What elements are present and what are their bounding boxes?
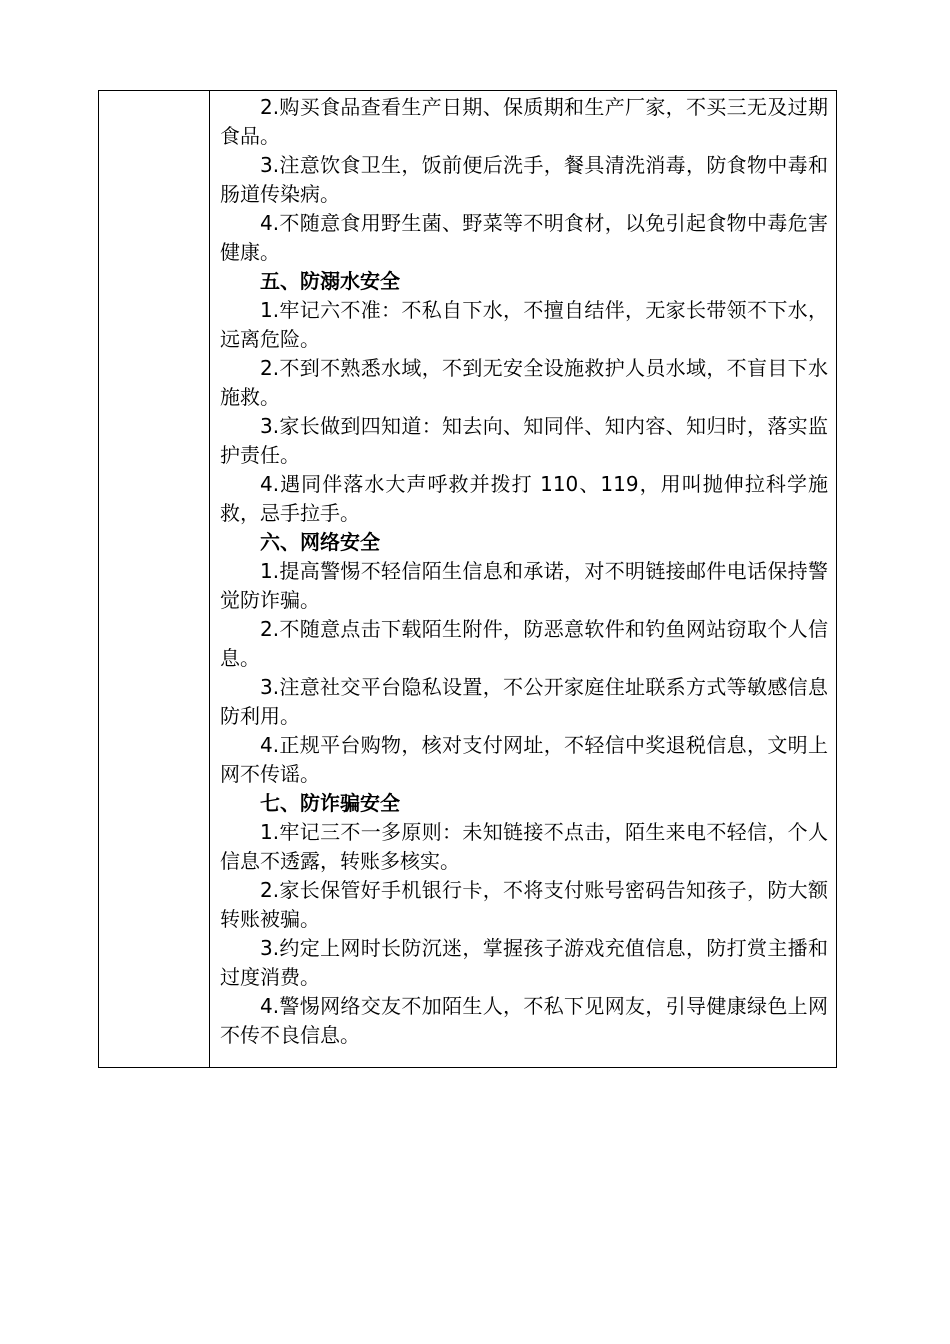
paragraph-network-1: 1.提高警惕不轻信陌生信息和承诺，对不明链接邮件电话保持警觉防诈骗。 <box>220 559 828 612</box>
paragraph-food-3: 3.注意饮食卫生，饭前便后洗手，餐具清洗消毒，防食物中毒和肠道传染病。 <box>220 153 828 206</box>
paragraph-food-2: 2.购买食品查看生产日期、保质期和生产厂家，不买三无及过期食品。 <box>220 95 828 148</box>
paragraph-network-4: 4.正规平台购物，核对支付网址，不轻信中奖退税信息，文明上网不传谣。 <box>220 733 828 786</box>
section-heading-drowning: 五、防溺水安全 <box>260 269 400 293</box>
section-heading-network: 六、网络安全 <box>260 530 380 554</box>
paragraph-fraud-2: 2.家长保管好手机银行卡，不将支付账号密码告知孩子，防大额转账被骗。 <box>220 878 828 931</box>
paragraph-network-3: 3.注意社交平台隐私设置，不公开家庭住址联系方式等敏感信息防利用。 <box>220 675 828 728</box>
table-left-cell <box>99 91 210 1067</box>
paragraph-network-2: 2.不随意点击下载陌生附件，防恶意软件和钓鱼网站窃取个人信息。 <box>220 617 828 670</box>
paragraph-drowning-1: 1.牢记六不准：不私自下水，不擅自结伴，无家长带领不下水，远离危险。 <box>220 298 828 351</box>
paragraph-fraud-3: 3.约定上网时长防沉迷，掌握孩子游戏充值信息，防打赏主播和过度消费。 <box>220 936 828 989</box>
paragraph-fraud-4: 4.警惕网络交友不加陌生人，不私下见网友，引导健康绿色上网不传不良信息。 <box>220 994 828 1047</box>
table-right-cell <box>210 91 836 1067</box>
paragraph-drowning-3: 3.家长做到四知道：知去向、知同伴、知内容、知归时，落实监护责任。 <box>220 414 828 467</box>
section-heading-fraud: 七、防诈骗安全 <box>260 791 400 815</box>
paragraph-drowning-4: 4.遇同伴落水大声呼救并拨打 110、119，用叫抛伸拉科学施救，忌手拉手。 <box>220 472 828 525</box>
paragraph-food-4: 4.不随意食用野生菌、野菜等不明食材，以免引起食物中毒危害健康。 <box>220 211 828 264</box>
paragraph-fraud-1: 1.牢记三不一多原则：未知链接不点击，陌生来电不轻信，个人信息不透露，转账多核实。 <box>220 820 828 873</box>
paragraph-drowning-2: 2.不到不熟悉水域，不到无安全设施救护人员水域，不盲目下水施救。 <box>220 356 828 409</box>
content-table <box>98 90 837 1068</box>
